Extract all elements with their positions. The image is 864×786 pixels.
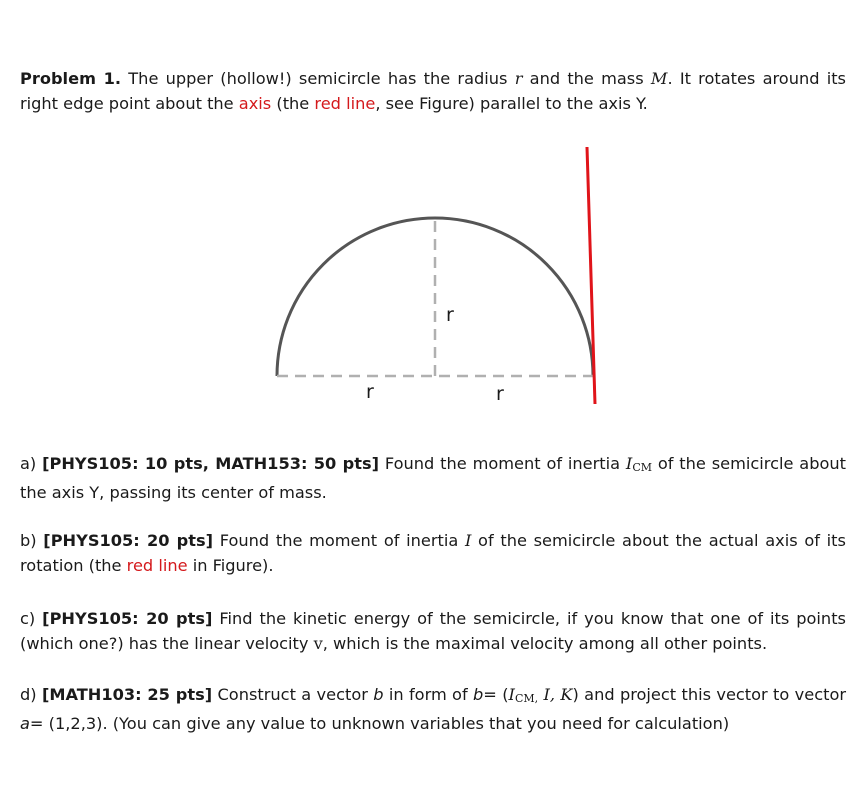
vector-a: a bbox=[20, 714, 30, 733]
part-c-text: Find the kinetic energy of the semicircle, if you know that one of its points (which one?) has the linear velocity bbox=[20, 609, 846, 653]
k-variable: K bbox=[560, 685, 573, 704]
label-left-r: r bbox=[366, 381, 374, 403]
part-b bbox=[20, 528, 846, 578]
part-d-text: Construct a vector bbox=[212, 685, 374, 704]
i-variable: I, bbox=[543, 685, 556, 704]
label-right-r: r bbox=[496, 383, 504, 405]
part-a-prefix: a) bbox=[20, 454, 43, 473]
part-c-text: , which is the maximal velocity among all other points. bbox=[322, 634, 768, 653]
part-a bbox=[20, 451, 846, 505]
part-d bbox=[20, 682, 846, 736]
vector-b: b bbox=[373, 685, 384, 704]
axis-word: axis bbox=[238, 94, 272, 113]
icm-variable: I bbox=[508, 685, 515, 704]
part-b-points: [PHYS105: 20 pts] bbox=[43, 531, 214, 550]
problem-label: Problem 1. bbox=[20, 69, 122, 88]
red-line-text: red line bbox=[126, 556, 188, 575]
part-b-text: Found the moment of inertia bbox=[213, 531, 465, 550]
part-d-text: = ( bbox=[483, 685, 509, 704]
part-a-text: Found the moment of inertia bbox=[379, 454, 626, 473]
problem-text: and the mass bbox=[522, 69, 651, 88]
part-c-points: [PHYS105: 20 pts] bbox=[42, 609, 213, 628]
part-b-text: of the semicircle about the actual axis of its rotation (the bbox=[20, 531, 846, 575]
icm-subscript: CM bbox=[632, 461, 652, 474]
part-d-text: in form of bbox=[383, 685, 474, 704]
part-a-text: of the semicircle about the axis Y, passing its center of mass. bbox=[20, 454, 846, 502]
problem-text: . It rotates around its right edge point about the bbox=[20, 69, 846, 113]
problem-text: , see Figure) parallel to the axis Y. bbox=[375, 94, 648, 113]
velocity-variable: v bbox=[313, 634, 323, 653]
part-d-prefix: d) bbox=[20, 685, 42, 704]
icm-variable: I bbox=[625, 454, 633, 473]
part-b-prefix: b) bbox=[20, 531, 44, 550]
part-d-text: ) and project this vector to vector bbox=[572, 685, 847, 704]
part-d-text: = (1,2,3). (You can give any value to unknown variables that you need for calculation) bbox=[29, 714, 730, 733]
part-a-points: [PHYS105: 10 pts, MATH153: 50 pts] bbox=[42, 454, 380, 473]
radius-variable: r bbox=[514, 69, 523, 88]
problem-text: The upper (hollow!) semicircle has the radius bbox=[121, 69, 515, 88]
part-b-text: in Figure). bbox=[187, 556, 274, 575]
rotation-axis-red-line bbox=[587, 147, 595, 404]
part-d-points: [MATH103: 25 pts] bbox=[41, 685, 213, 704]
vector-b: b bbox=[473, 685, 484, 704]
part-c-prefix: c) bbox=[20, 609, 43, 628]
icm-subscript: CM, bbox=[514, 692, 539, 705]
problem-text: (the bbox=[271, 94, 315, 113]
part-c bbox=[20, 606, 846, 656]
red-line-text: red line bbox=[314, 94, 376, 113]
i-variable: I bbox=[464, 531, 472, 550]
mass-variable: M bbox=[650, 69, 668, 88]
label-vertical-r: r bbox=[446, 304, 454, 326]
